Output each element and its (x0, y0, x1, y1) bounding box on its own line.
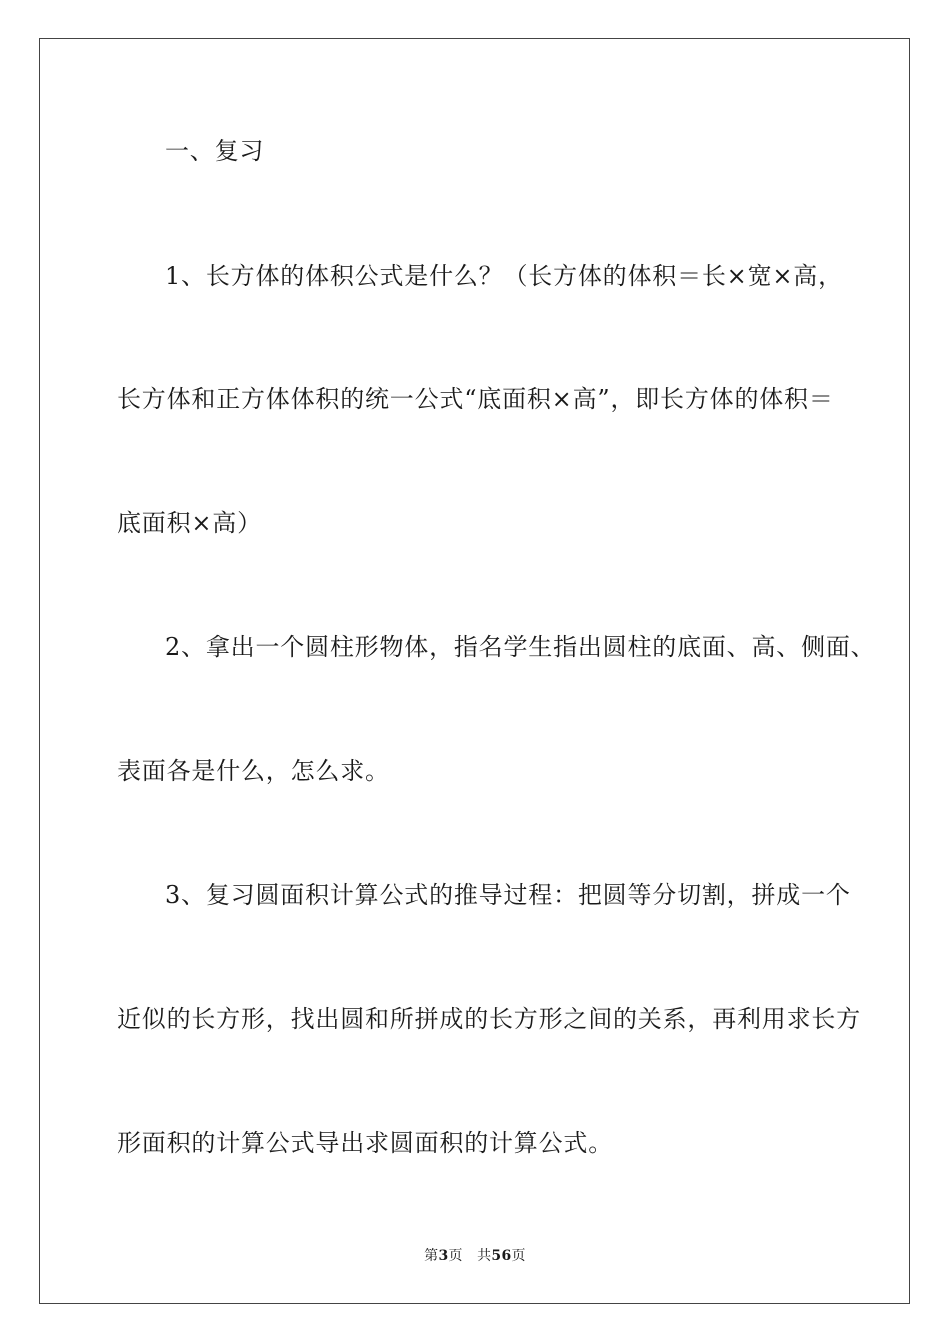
page-border (39, 38, 910, 1304)
paragraph-line-5: 表面各是什么，怎么求。 (117, 757, 390, 785)
footer-total-prefix: 共 (477, 1248, 492, 1264)
paragraph-line-2: 长方体和正方体体积的统一公式“底面积×高”，即长方体的体积＝ (117, 385, 834, 413)
page-footer (0, 1246, 950, 1266)
paragraph-line-8: 形面积的计算公式导出求圆面积的计算公式。 (117, 1129, 613, 1157)
paragraph-line-7: 近似的长方形，找出圆和所拼成的长方形之间的关系，再利用求长方 (117, 1005, 861, 1033)
paragraph-line-6: 3、复习圆面积计算公式的推导过程：把圆等分切割，拼成一个 (165, 881, 851, 909)
footer-total-suffix: 页 (511, 1248, 526, 1264)
footer-page-number: 3 (438, 1248, 449, 1264)
paragraph-line-3: 底面积×高） (117, 509, 262, 537)
paragraph-line-1: 1、长方体的体积公式是什么？（长方体的体积＝长×宽×高， (165, 262, 843, 290)
footer-page-suffix: 页 (448, 1248, 463, 1264)
paragraph-line-4: 2、拿出一个圆柱形物体，指名学生指出圆柱的底面、高、侧面、 (165, 633, 876, 661)
footer-total-pages: 56 (491, 1248, 512, 1264)
section-heading: 一、复习 (165, 137, 265, 165)
footer-page-prefix: 第 (424, 1248, 439, 1264)
